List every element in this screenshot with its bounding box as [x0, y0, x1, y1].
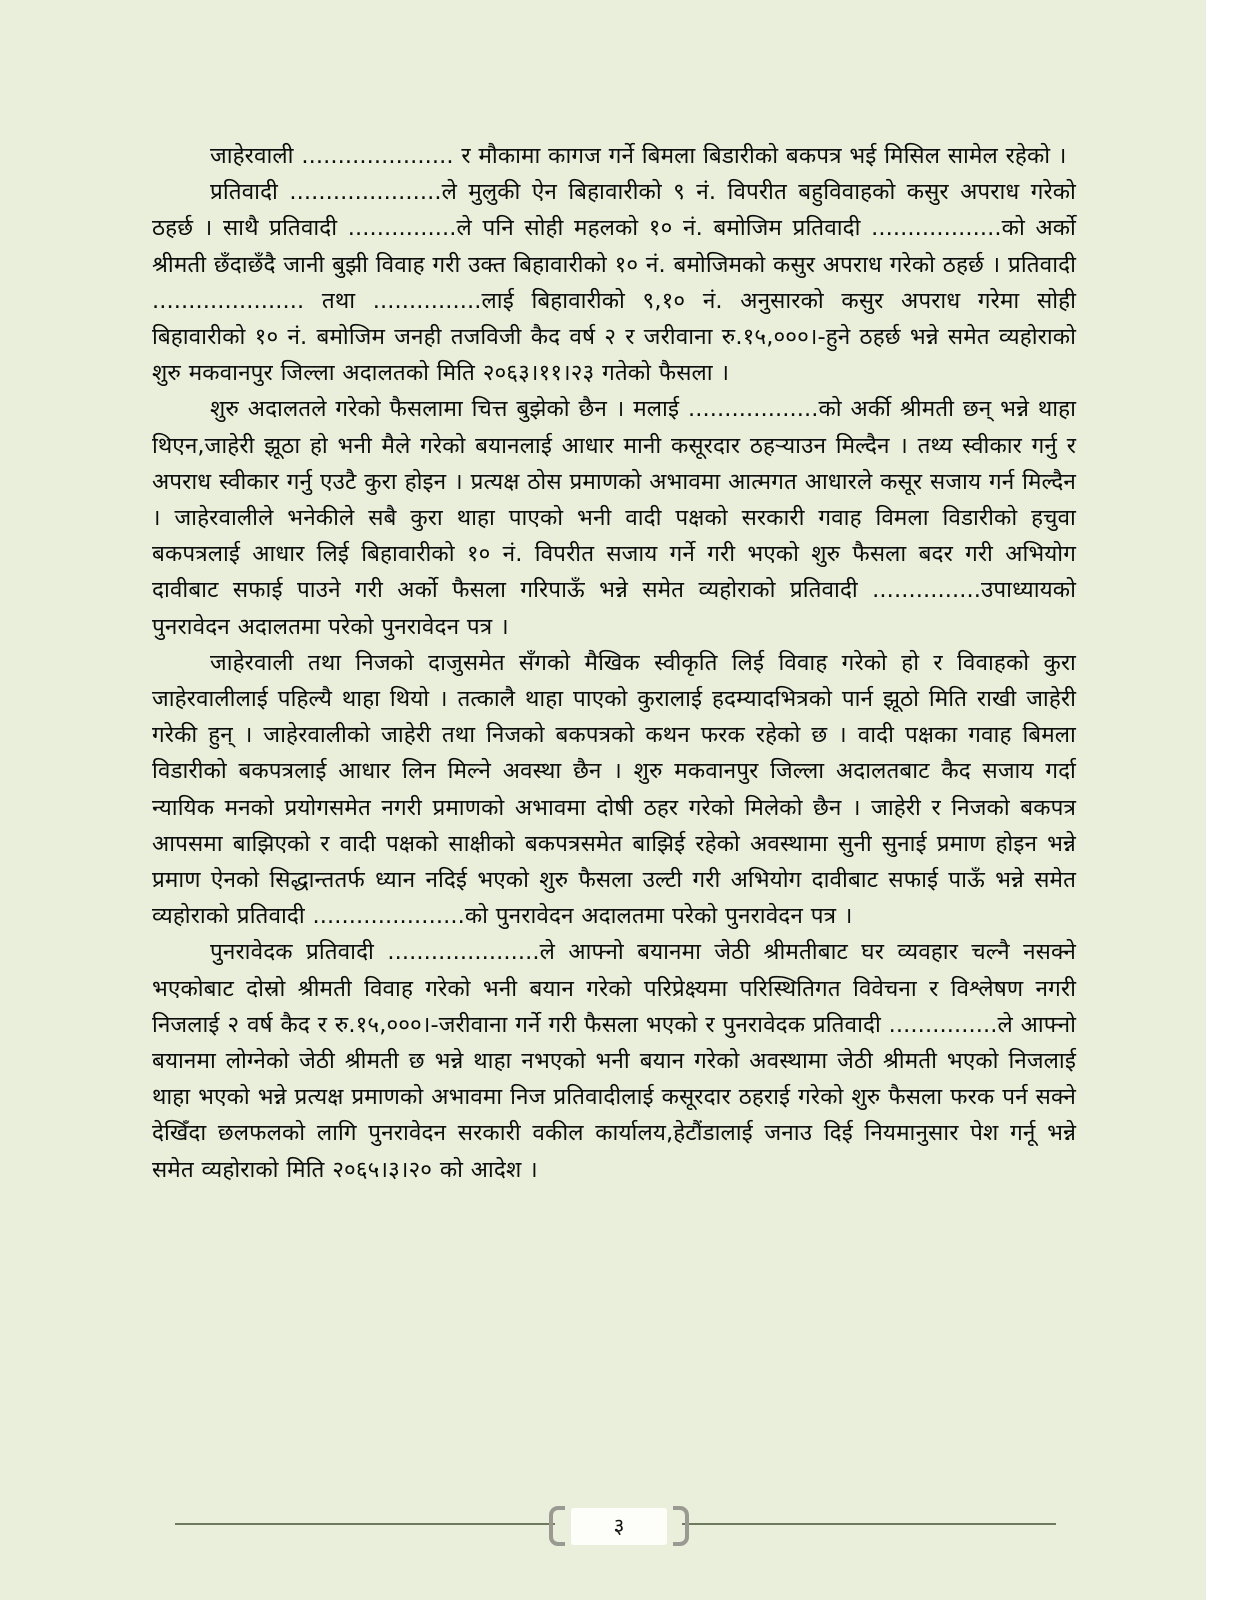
- page-right-margin: [1206, 0, 1236, 1600]
- footer-rule-left: [175, 1523, 555, 1525]
- page-footer: [0, 1496, 1206, 1556]
- footer-rule-right: [682, 1523, 1056, 1525]
- right-bracket-icon: [673, 1506, 689, 1546]
- paragraph-1: जाहेरवाली ..................... र मौकामा कागज गर्ने बिमला बिडारीको बकपत्र भई मिसिल सामेल रहेको ।: [210, 143, 1067, 169]
- paragraph-4: जाहेरवाली तथा निजको दाजुसमेत सँगको मैखिक स्वीकृति लिई विवाह गरेको हो र विवाहको कुरा जाहेरवालीलाई पहिल्यै थाहा थियो । तत्कालै थाहा पाएको कुरालाई हदम्यादभित्रको पार्न झूठो मिति राखी जाहेरी गरेकी हुन् । जाहेरवालीको जाहेरी तथा निजको बकपत्रको कथन फरक रहेको छ । वादी पक्षका गवाह बिमला विडारीको बकपत्रलाई आधार लिन मिल्ने अवस्था छैन । शुरु मकवानपुर जिल्ला अदालतबाट कैद सजाय गर्दा न्यायिक मनको प्रयोगसमेत नगरी प्रमाणको अभावमा दोषी ठहर गरेको मिलेको छैन । जाहेरी र निजको बकपत्र आपसमा बाझिएको र वादी पक्षको साक्षीको बकपत्रसमेत बाझिई रहेको अवस्थामा सुनी सुनाई प्रमाण होइन भन्ने प्रमाण ऐनको सिद्धान्ततर्फ ध्यान नदिई भएको शुरु फैसला उल्टी गरी अभियोग दावीबाट सफाई पाऊँ भन्ने समेत व्यहोराको प्रतिवादी .....................को पुनरावेदन अदालतमा परेको पुनरावेदन पत्र ।: [152, 649, 1076, 930]
- left-bracket-icon: [549, 1506, 565, 1546]
- page-number-badge: [571, 1508, 667, 1545]
- document-body: [152, 138, 1076, 1188]
- page-number-ornament: [545, 1500, 693, 1552]
- paragraph-3: शुरु अदालतले गरेको फैसलामा चित्त बुझेको छैन । मलाई ..................को अर्की श्रीमती छन् भन्ने थाहा थिएन,जाहेरी झूठा हो भनी मैले गरेको बयानलाई आधार मानी कसूरदार ठहऱ्याउन मिल्दैन । तथ्य स्वीकार गर्नु र अपराध स्वीकार गर्नु एउटै कुरा होइन । प्रत्यक्ष ठोस प्रमाणको अभावमा आत्मगत आधारले कसूर सजाय गर्न मिल्दैन । जाहेरवालीले भनेकीले सबै कुरा थाहा पाएको भनी वादी पक्षको सरकारी गवाह विमला विडारीको हचुवा बकपत्रलाई आधार लिई बिहावारीको १० नं. विपरीत सजाय गर्ने गरी भएको शुरु फैसला बदर गरी अभियोग दावीबाट सफाई पाउने गरी अर्को फैसला गरिपाऊँ भन्ने समेत व्यहोराको प्रतिवादी ...............उपाध्यायको पुनरावेदन अदालतमा परेको पुनरावेदन पत्र ।: [152, 396, 1077, 640]
- paragraph-2: प्रतिवादी .....................ले मुलुकी ऐन बिहावारीको ९ नं. विपरीत बहुविवाहको कसुर अपराध गरेको ठहर्छ । साथै प्रतिवादी ...............ले पनि सोही महलको १० नं. बमोजिम प्रतिवादी ..................को अर्को श्रीमती छँदाछँदै जानी बुझी विवाह गरी उक्त बिहावारीको १० नं. बमोजिमको कसुर अपराध गरेको ठहर्छ । प्रतिवादी ..................... तथा ...............लाई बिहावारीको ९,१० नं. अनुसारको कसुर अपराध गरेमा सोही बिहावारीको १० नं. बमोजिम जनही तजविजी कैद वर्ष २ र जरीवाना रु.१५,०००।‑हुने ठहर्छ भन्ने समेत व्यहोराको शुरु मकवानपुर जिल्ला अदालतको मिति २०६३।११।२३ गतेको फैसला ।: [152, 179, 1076, 387]
- paragraph-5: पुनरावेदक प्रतिवादी .....................ले आफ्नो बयानमा जेठी श्रीमतीबाट घर व्यवहार चल्नै नसक्ने भएकोबाट दोस्रो श्रीमती विवाह गरेको भनी बयान गरेको परिप्रेक्ष्यमा परिस्थितिगत विवेचना र विश्लेषण नगरी निजलाई २ वर्ष कैद र रु.१५,०००।‑जरीवाना गर्ने गरी फैसला भएको र पुनरावेदक प्रतिवादी ...............ले आफ्नो बयानमा लोग्नेको जेठी श्रीमती छ भन्ने थाहा नभएको भनी बयान गरेको अवस्थामा जेठी श्रीमती भएको निजलाई थाहा भएको भन्ने प्रत्यक्ष प्रमाणको अभावमा निज प्रतिवादीलाई कसूरदार ठहराई गरेको शुरु फैसला फरक पर्न सक्ने देखिँदा छलफलको लागि पुनरावेदन सरकारी वकील कार्यालय,हेटौंडालाई जनाउ दिई नियमानुसार पेश गर्नू भन्ने समेत व्यहोराको मिति २०६५।३।२० को आदेश ।: [152, 939, 1076, 1183]
- page-number-text: ३: [613, 1514, 625, 1538]
